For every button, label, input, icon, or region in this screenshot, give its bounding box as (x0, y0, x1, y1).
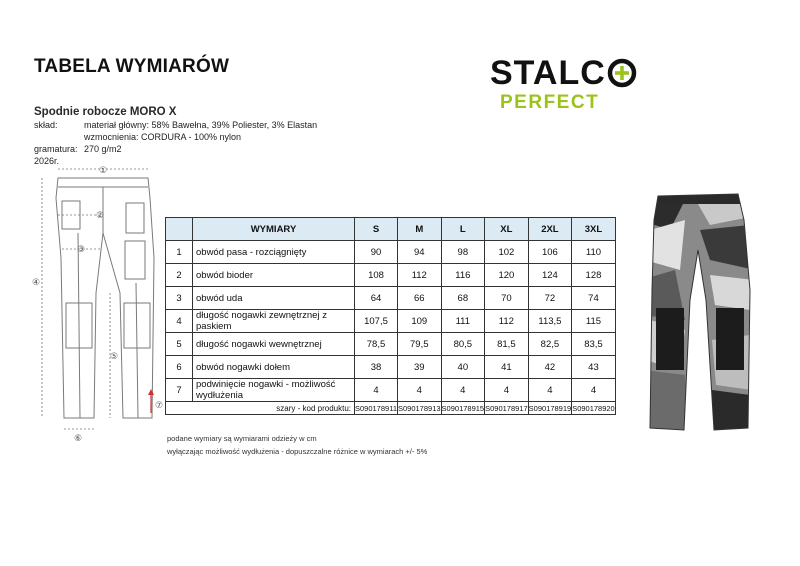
brand-logo (490, 56, 637, 114)
spec-key: skład: (34, 120, 58, 130)
row-value: 38 (355, 356, 398, 379)
table-row (166, 333, 616, 356)
spec-value: materiał główny: 58% Bawełna, 39% Poliester, 3% Elastan (84, 120, 318, 130)
row-number: 6 (166, 356, 193, 379)
note: wyłączając możliwość wydłużenia - dopuszczalne różnice w wymiarach +/- 5% (167, 447, 428, 456)
product-code: S090178919 (528, 403, 572, 413)
note: podane wymiary są wymiarami odzieży w cm (167, 434, 317, 443)
product-code: S090178913 (398, 403, 441, 413)
logo-brand-text: STALC (490, 54, 606, 92)
row-value: 4 (398, 379, 442, 402)
table-row (166, 264, 616, 287)
header-number-cell (166, 218, 193, 241)
row-value: 74 (572, 287, 616, 310)
header-size: 2XL (528, 218, 572, 241)
header-size: L (441, 218, 485, 241)
row-label: obwód uda (193, 287, 355, 310)
header-size: S (355, 218, 398, 241)
row-value: 78,5 (355, 333, 398, 356)
row-value: 4 (485, 379, 529, 402)
product-code-row (166, 402, 616, 415)
row-value: 4 (355, 379, 398, 402)
row-value: 82,5 (528, 333, 572, 356)
row-value: 72 (528, 287, 572, 310)
row-value: 42 (528, 356, 572, 379)
row-value: 40 (441, 356, 485, 379)
row-value: 128 (572, 264, 616, 287)
row-number: 7 (166, 379, 193, 402)
row-value: 112 (398, 264, 442, 287)
product-specs (34, 119, 334, 169)
row-value: 4 (528, 379, 572, 402)
row-value: 4 (572, 379, 616, 402)
product-code: S090178917 (485, 403, 528, 413)
row-value: 116 (441, 264, 485, 287)
table-row (166, 379, 616, 402)
row-number: 5 (166, 333, 193, 356)
row-label: obwód nogawki dołem (193, 356, 355, 379)
spec-key: 2026r. (34, 156, 60, 166)
dimension-marker: ② (95, 211, 105, 221)
page-title: TABELA WYMIARÓW (34, 56, 230, 77)
row-value: 111 (441, 310, 485, 333)
dimension-marker: ③ (76, 245, 86, 255)
table-header-row (166, 218, 616, 241)
row-value: 4 (441, 379, 485, 402)
row-label: podwinięcie nogawki - możliwość wydłużenia (193, 379, 355, 402)
logo-plus-o-icon (607, 58, 637, 88)
product-code: S090178915 (441, 403, 485, 413)
product-photo-trousers (640, 190, 760, 435)
row-value: 115 (572, 310, 616, 333)
row-label: obwód pasa - rozciągnięty (193, 241, 355, 264)
row-value: 64 (355, 287, 398, 310)
dimension-marker: ① (98, 166, 108, 176)
row-value: 120 (485, 264, 529, 287)
trousers-technical-drawing (28, 163, 168, 461)
row-label: obwód bioder (193, 264, 355, 287)
spec-value: 270 g/m2 (84, 144, 122, 154)
spec-value: wzmocnienia: CORDURA - 100% nylon (84, 132, 242, 142)
row-number: 4 (166, 310, 193, 333)
row-value: 102 (485, 241, 529, 264)
header-size: M (398, 218, 442, 241)
row-number: 1 (166, 241, 193, 264)
logo-subtext: PERFECT (500, 92, 600, 113)
product-code: S090178920 (572, 403, 615, 413)
row-value: 39 (398, 356, 442, 379)
dimension-marker: ⑤ (109, 352, 119, 362)
row-value: 41 (485, 356, 529, 379)
row-value: 90 (355, 241, 398, 264)
row-label: długość nogawki zewnętrznej z paskiem (193, 310, 355, 333)
row-value: 68 (441, 287, 485, 310)
row-value: 83,5 (572, 333, 616, 356)
row-value: 81,5 (485, 333, 529, 356)
row-number: 2 (166, 264, 193, 287)
row-value: 79,5 (398, 333, 442, 356)
table-row (166, 310, 616, 333)
row-label: długość nogawki wewnętrznej (193, 333, 355, 356)
header-size: XL (485, 218, 529, 241)
spec-key: gramatura: (34, 144, 78, 154)
size-table (165, 217, 616, 415)
row-value: 94 (398, 241, 442, 264)
row-value: 98 (441, 241, 485, 264)
row-value: 110 (572, 241, 616, 264)
row-number: 3 (166, 287, 193, 310)
product-code-label: szary - kod produktu: (166, 402, 355, 415)
row-value: 66 (398, 287, 442, 310)
row-value: 70 (485, 287, 529, 310)
row-value: 107,5 (355, 310, 398, 333)
header-size: 3XL (572, 218, 616, 241)
dimension-marker: ④ (31, 278, 41, 288)
header-wymiary: WYMIARY (193, 218, 355, 241)
product-code: S090178911 (355, 403, 397, 413)
dimension-marker: ⑦ (154, 401, 164, 411)
table-row (166, 356, 616, 379)
row-value: 124 (528, 264, 572, 287)
row-value: 112 (485, 310, 529, 333)
row-value: 106 (528, 241, 572, 264)
row-value: 43 (572, 356, 616, 379)
row-value: 113,5 (528, 310, 572, 333)
table-row (166, 287, 616, 310)
row-value: 80,5 (441, 333, 485, 356)
table-row (166, 241, 616, 264)
row-value: 109 (398, 310, 442, 333)
row-value: 108 (355, 264, 398, 287)
dimension-marker: ⑥ (73, 434, 83, 444)
product-name: Spodnie robocze MORO X (34, 106, 177, 118)
